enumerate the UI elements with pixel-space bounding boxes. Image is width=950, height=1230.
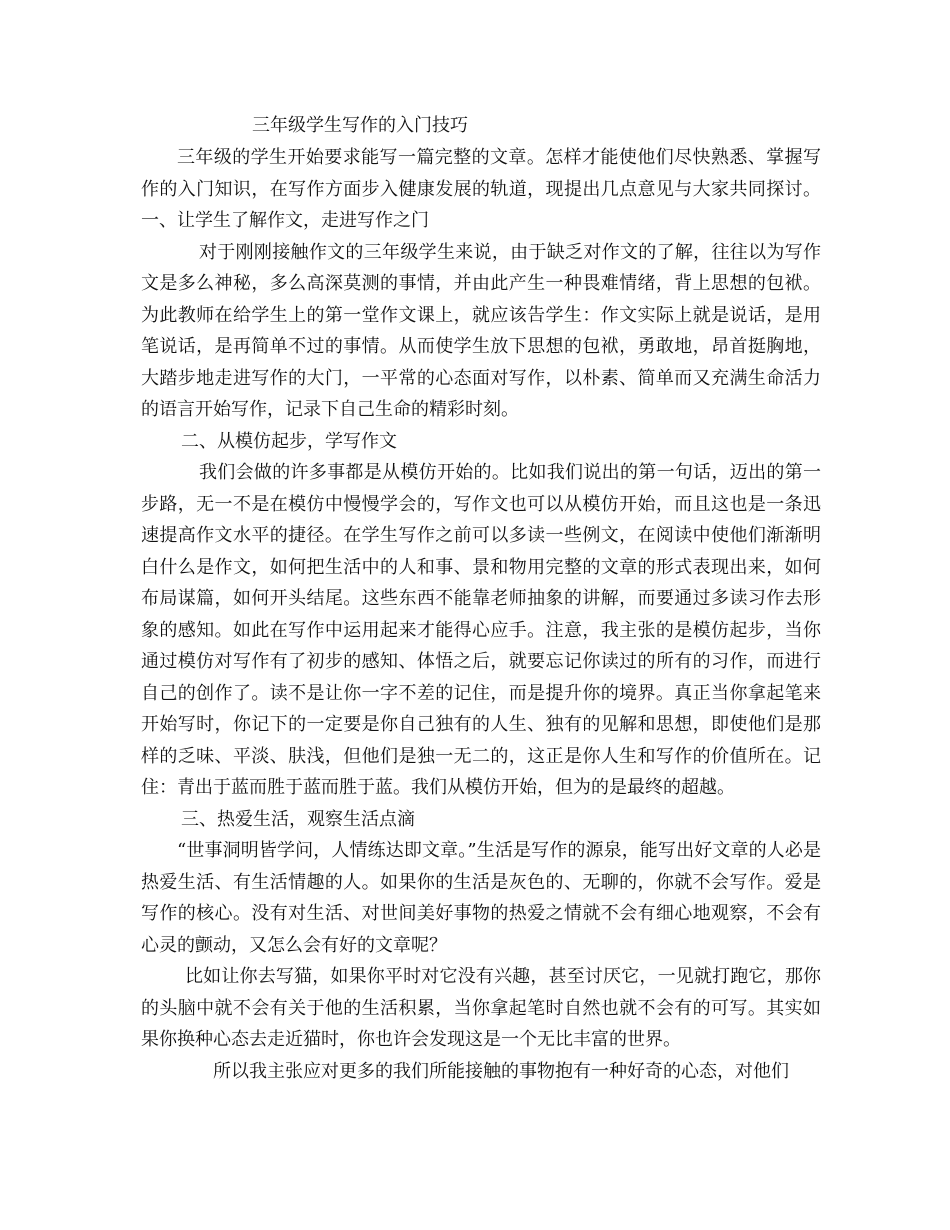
section-heading-imitation: 二、从模仿起步，学写作文: [181, 430, 397, 452]
document-title: 三年级学生写作的入门技巧: [252, 115, 468, 136]
section-heading-love-life: 三、热爱生活，观察生活点滴: [181, 808, 415, 830]
paragraph-love-life: “世事洞明皆学问，人情练达即文章。”生活是写作的源泉，能写出好文章的人必是热爱生活、有生活情趣的人。如果你的生活是灰色的、无聊的，你就不会写作。爱是写作的核心。没有对生活、对世间美好事物的热爱之情就不会有细心地观察，不会有心灵的颤动，又怎么会有好的文章呢？: [141, 840, 821, 956]
intro-paragraph: 三年级的学生开始要求能写一篇完整的文章。怎样才能使他们尽快熟悉、掌握写作的入门知识，在写作方面步入健康发展的轨道，现提出几点意见与大家共同探讨。 一、让学生了解作文，走进写作之门: [141, 147, 821, 231]
paragraph-understand-writing: 对于刚刚接触作文的三年级学生来说，由于缺乏对作文的了解，往往以为写作文是多么神秘，多么高深莫测的事情，并由此产生一种畏难情绪，背上思想的包袱。为此教师在给学生上的第一堂作文课上，就应该告学生：作文实际上就是说话，是用笔说话，是再简单不过的事情。从而使学生放下思想的包袱，勇敢地，昂首挺胸地，大踏步地走进写作的大门，一平常的心态面对写作，以朴素、简单而又充满生命活力的语言开始写作，记录下自己生命的精彩时刻。: [141, 241, 821, 420]
paragraph-cat-example: 比如让你去写猫，如果你平时对它没有兴趣，甚至讨厌它，一见就打跑它，那你的头脑中就不会有关于他的生活积累，当你拿起笔时自然也就不会有的可写。其实如果你换种心态去走近猫时，你也许会发现这是一个无比丰富的世界。: [141, 966, 821, 1050]
document-body: [141, 142, 821, 1087]
paragraph-curiosity: 所以我主张应对更多的我们所能接触的事物抱有一种好奇的心态，对他们: [213, 1060, 789, 1082]
paragraph-imitation: 我们会做的许多事都是从模仿开始的。比如我们说出的第一句话，迈出的第一步路，无一不是在模仿中慢慢学会的，写作文也可以从模仿开始，而且这也是一条迅速提高作文水平的捷径。在学生写作之前可以多读一些例文，在阅读中使他们渐渐明白什么是作文，如何把生活中的人和事、景和物用完整的文章的形式表现出来，如何布局谋篇，如何开头结尾。这些东西不能靠老师抽象的讲解，而要通过多读习作去形象的感知。如此在写作中运用起来才能得心应手。注意，我主张的是模仿起步，当你通过模仿对写作有了初步的感知、体悟之后，就要忘记你读过的所有的习作，而进行自己的创作了。读不是让你一字不差的记住，而是提升你的境界。真正当你拿起笔来开始写时，你记下的一定要是你自己独有的人生、独有的见解和思想，即使他们是那样的乏味、平淡、肤浅，但他们是独一无二的，这正是你人生和写作的价值所在。记住：青出于蓝而胜于蓝而胜于蓝。我们从模仿开始，但为的是最终的超越。: [141, 462, 821, 798]
